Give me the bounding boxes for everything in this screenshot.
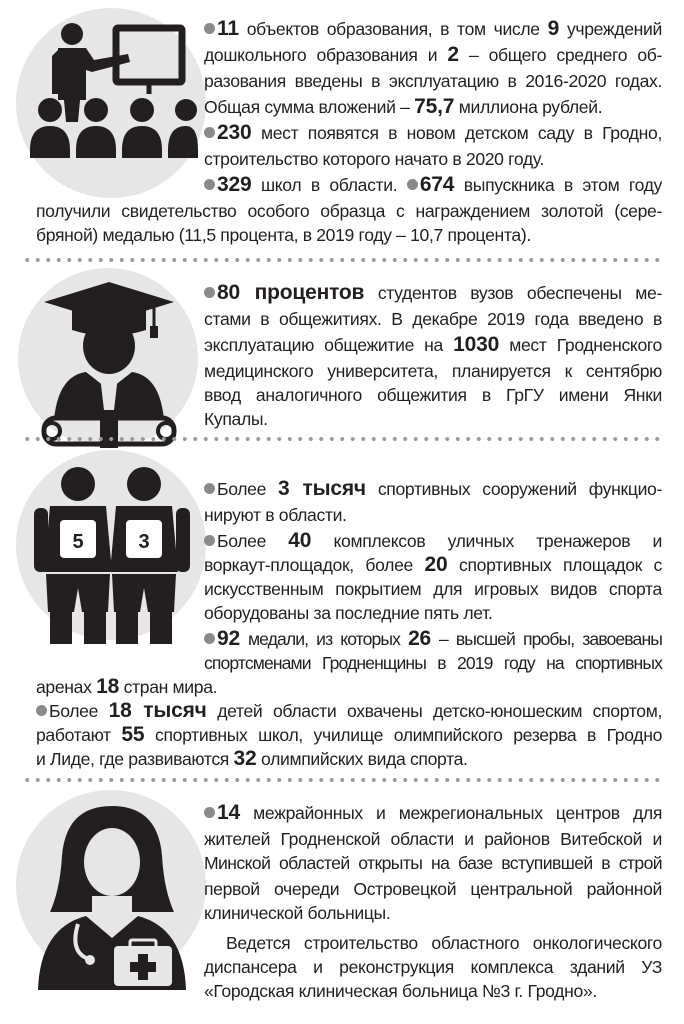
text-span: межрайонных и межрегиональных центров для bbox=[239, 803, 662, 823]
graduate-with-diploma-icon bbox=[34, 280, 184, 460]
text-span: мест Гродненского bbox=[499, 335, 662, 355]
text-line bbox=[204, 122, 662, 144]
text-line bbox=[204, 530, 662, 552]
jersey-number-right: 3 bbox=[138, 531, 150, 553]
text-span: детей области охвачены детско-юношеским спортом, bbox=[206, 701, 662, 721]
text-line bbox=[204, 44, 662, 66]
number-highlight: 32 bbox=[233, 747, 257, 770]
text-line: Ведется строительство областного онкологического bbox=[226, 933, 662, 953]
text-line: оборудованы за последние пять лет. bbox=[204, 603, 493, 623]
text-span: – высшей пробы, завоеваны bbox=[431, 629, 663, 649]
number-highlight: 14 bbox=[217, 801, 240, 824]
text-line: клинической больницы. bbox=[204, 903, 391, 923]
text-line: спортсменами Гродненщины в 2019 году на спортивных bbox=[204, 653, 662, 673]
bullet bbox=[204, 23, 215, 34]
text-line: строительство которого начато в 2020 году. bbox=[204, 149, 545, 169]
text-span: учреждений bbox=[559, 19, 663, 39]
text-span: – общего среднего об- bbox=[458, 45, 662, 65]
text-span: воркаут-площадок, более bbox=[204, 555, 425, 575]
bullet bbox=[204, 633, 215, 644]
text-line: Минской областей открыты на базе вступившей в строй bbox=[204, 853, 662, 873]
text-line bbox=[204, 478, 662, 500]
text-span: спортивных сооружений функцио- bbox=[365, 479, 662, 499]
number-highlight: 40 bbox=[288, 529, 312, 552]
number-highlight: 230 bbox=[217, 121, 252, 144]
dotted-separator bbox=[22, 778, 664, 782]
bullet bbox=[204, 127, 215, 138]
bullet bbox=[204, 535, 215, 546]
number-highlight: 92 bbox=[217, 627, 240, 650]
athletes-icon bbox=[32, 462, 192, 652]
text-span: Более bbox=[49, 701, 109, 721]
number-highlight: 20 bbox=[424, 553, 448, 576]
text-span: дошкольного образования и bbox=[204, 45, 448, 65]
text-line: ввод аналогичного общежития в ГрГУ имени Янки bbox=[204, 385, 662, 405]
number-highlight: 26 bbox=[408, 627, 432, 650]
text-line: стами в общежитиях. В декабре 2019 года введено в bbox=[204, 309, 662, 329]
doctor-icon bbox=[30, 800, 195, 990]
text-span: и Лиде, где развиваются bbox=[36, 749, 234, 769]
text-line bbox=[36, 700, 662, 722]
text-span: медали, из которых bbox=[239, 629, 409, 649]
text-span: студентов вузов обеспечены ме- bbox=[364, 283, 662, 303]
number-highlight: 18 тысяч bbox=[108, 699, 207, 722]
text-line: «Городская клиническая больница №3 г. Гродно». bbox=[204, 981, 597, 1001]
number-highlight: 1030 bbox=[453, 333, 500, 356]
text-span: выпускника в этом году bbox=[454, 175, 662, 195]
text-span: мест появятся в новом детском саду в Гродно, bbox=[251, 123, 662, 143]
text-span: комплексов уличных тренажеров и bbox=[311, 531, 662, 551]
text-span: объектов образования, в том числе bbox=[238, 19, 548, 39]
text-line bbox=[204, 18, 662, 40]
bullet bbox=[204, 179, 215, 190]
text-line: первой очереди Островецкой центральной районной bbox=[204, 879, 662, 899]
number-highlight: 2 bbox=[447, 43, 459, 66]
bullet bbox=[204, 287, 215, 298]
text-line bbox=[204, 334, 662, 356]
text-line: диспансера и реконструкция комплекса зданий УЗ bbox=[204, 957, 662, 977]
text-span: эксплуатацию общежитие на bbox=[204, 335, 454, 355]
text-span: Более bbox=[217, 531, 289, 551]
dotted-separator bbox=[22, 258, 664, 262]
text-line: жителей Гродненской области и районов Витебской и bbox=[204, 829, 662, 849]
text-span: спортивных школ, училище олимпийского резерва в Гродно bbox=[144, 725, 663, 745]
text-span: спортивных площадок с bbox=[447, 555, 662, 575]
dotted-separator bbox=[22, 437, 664, 441]
text-line bbox=[204, 802, 662, 824]
text-line bbox=[36, 676, 217, 698]
bullet bbox=[204, 483, 215, 494]
number-highlight: 3 тысяч bbox=[278, 477, 366, 500]
number-highlight: 75,7 bbox=[414, 95, 455, 118]
text-span: стран мира. bbox=[119, 677, 218, 697]
text-line bbox=[204, 174, 662, 196]
number-highlight: 55 bbox=[121, 723, 145, 746]
text-line: разования введены в эксплуатацию в 2016-2020 годах. bbox=[204, 71, 662, 91]
text-line: Купалы. bbox=[204, 409, 268, 429]
text-line bbox=[204, 554, 662, 576]
text-span: Общая сумма вложений – bbox=[204, 97, 415, 117]
text-span: школ в области. bbox=[251, 175, 407, 195]
text-line bbox=[204, 628, 662, 650]
text-span: работают bbox=[36, 725, 122, 745]
text-line bbox=[36, 748, 468, 770]
text-line: бряной) медалью (11,5 процента, в 2019 году – 10,7 процента). bbox=[36, 225, 531, 245]
text-span: Более bbox=[217, 479, 278, 499]
bullet bbox=[204, 807, 215, 818]
number-highlight: 18 bbox=[96, 675, 120, 698]
number-highlight: 80 процентов bbox=[217, 281, 365, 304]
number-highlight: 329 bbox=[217, 173, 252, 196]
text-line bbox=[36, 724, 662, 746]
text-span: миллиона рублей. bbox=[454, 97, 603, 117]
number-highlight: 11 bbox=[217, 17, 239, 40]
text-line: медицинского университета, планируется к сентябрю bbox=[204, 361, 662, 381]
text-span: олимпийских вида спорта. bbox=[256, 749, 468, 769]
number-highlight: 674 bbox=[419, 173, 455, 196]
text-line: получили свидетельство особого образца с награждением золотой (сере- bbox=[36, 201, 662, 221]
teacher-with-students-icon bbox=[28, 20, 198, 160]
text-line bbox=[204, 282, 662, 304]
text-line bbox=[204, 96, 602, 118]
number-highlight: 9 bbox=[547, 17, 560, 40]
bullet bbox=[407, 179, 418, 190]
text-span: аренах bbox=[36, 677, 97, 697]
jersey-number-left: 5 bbox=[72, 531, 84, 553]
text-line: нируют в области. bbox=[204, 505, 347, 525]
text-line: искусственным покрытием для игровых видов спорта bbox=[204, 579, 662, 599]
bullet bbox=[36, 705, 47, 716]
